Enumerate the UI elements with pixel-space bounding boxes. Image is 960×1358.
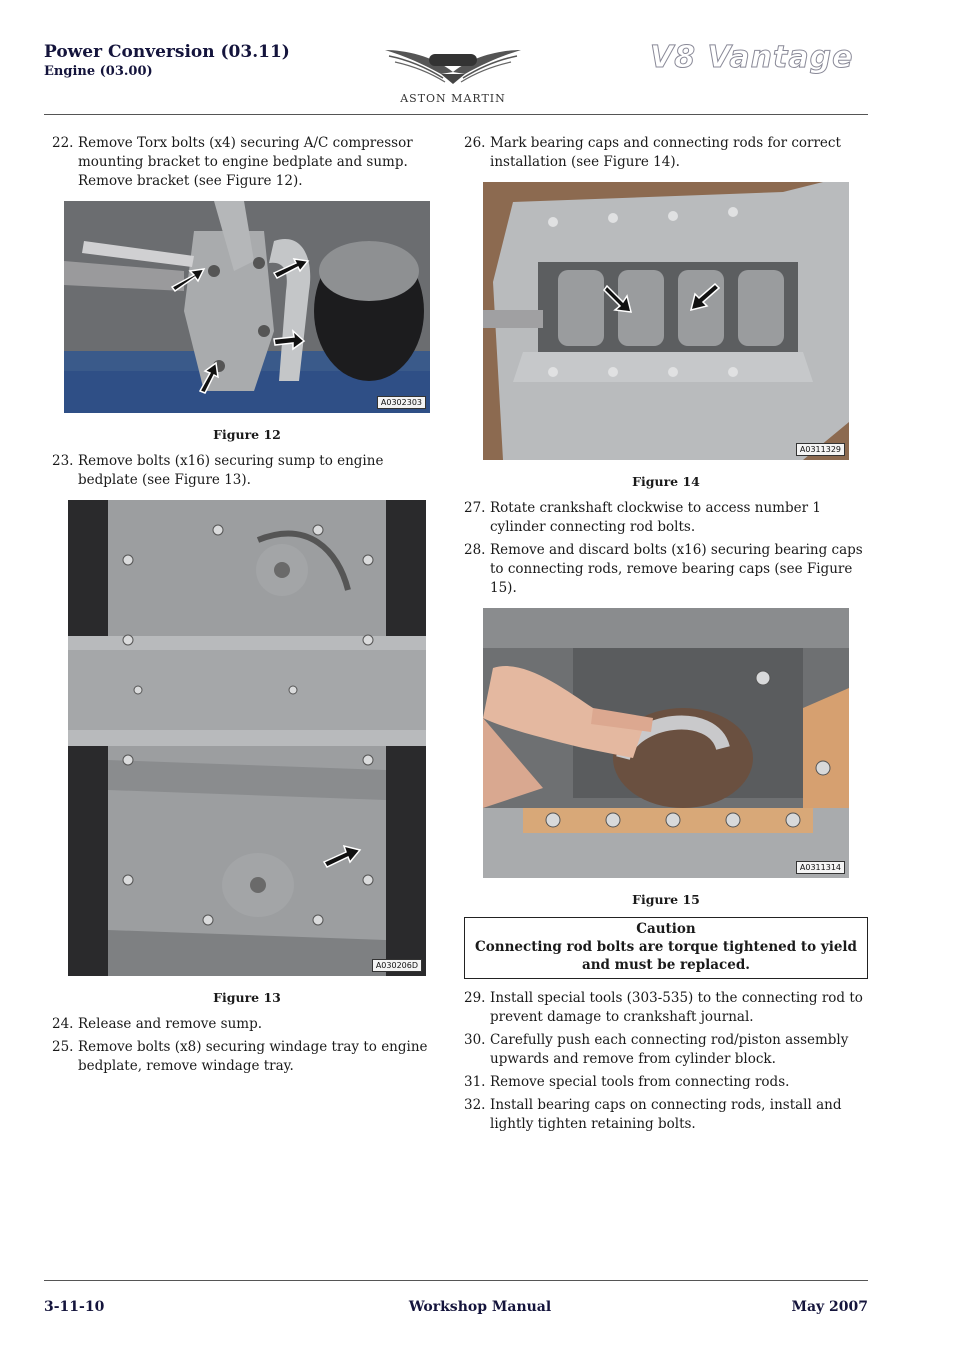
figure-12-caption: Figure 12 (213, 427, 281, 442)
model-name: V8 Vantage (650, 40, 854, 75)
step-item (52, 134, 442, 191)
step-text: Rotate crankshaft clockwise to access number 1 cylinder connecting rod bolts. (490, 500, 821, 535)
step-item (464, 1073, 868, 1092)
figure-15-photo (483, 608, 849, 878)
figure-13-caption: Figure 13 (213, 990, 281, 1005)
step-number: 32. (464, 1097, 486, 1113)
step-number: 22. (52, 135, 74, 151)
left-column (52, 134, 442, 1080)
step-item (52, 1038, 442, 1076)
step-item (464, 499, 868, 537)
step-item (464, 1031, 868, 1069)
step-number: 27. (464, 500, 486, 516)
brand-wordmark: ASTON MARTIN (400, 92, 506, 105)
step-text: Carefully push each connecting rod/piston assembly upwards and remove from cylinder block. (490, 1032, 849, 1067)
step-item (464, 989, 868, 1027)
step-item (464, 1096, 868, 1134)
caution-heading: Caution (636, 921, 696, 937)
step-text: Install bearing caps on connecting rods, install and lightly tighten retaining bolts. (490, 1097, 842, 1132)
step-text: Remove and discard bolts (x16) securing bearing caps to connecting rods, remove bearing caps (see Figure 15). (490, 542, 863, 596)
caution-text: Connecting rod bolts are torque tightened to yield and must be replaced. (475, 939, 857, 973)
caution-box (464, 917, 868, 979)
figure-13-photo (68, 500, 426, 976)
figure-14-photo (483, 182, 849, 460)
step-number: 30. (464, 1032, 486, 1048)
step-text: Remove Torx bolts (x4) securing A/C compressor mounting bracket to engine bedplate and sump. Remove bracket (see Figure 12). (78, 135, 413, 189)
figure-14-caption: Figure 14 (632, 474, 700, 489)
section-title: Power Conversion (03.11) (44, 42, 290, 62)
step-text: Remove special tools from connecting rods. (490, 1074, 790, 1090)
step-number: 29. (464, 990, 486, 1006)
step-number: 23. (52, 453, 74, 469)
page-number: 3-11-10 (44, 1299, 105, 1315)
right-column (464, 134, 868, 1138)
header-rule (44, 114, 868, 115)
manual-title: Workshop Manual (408, 1299, 552, 1315)
step-number: 28. (464, 542, 486, 558)
figure-code: A0311314 (796, 861, 845, 874)
footer-rule (44, 1280, 868, 1281)
step-text: Remove bolts (x16) securing sump to engine bedplate (see Figure 13). (78, 453, 384, 488)
step-item (464, 541, 868, 598)
figure-code: A0311329 (796, 443, 845, 456)
step-number: 26. (464, 135, 486, 151)
figure-15-caption: Figure 15 (632, 892, 700, 907)
step-number: 25. (52, 1039, 74, 1055)
step-text: Remove bolts (x8) securing windage tray to engine bedplate, remove windage tray. (78, 1039, 428, 1074)
step-item (52, 1015, 442, 1034)
step-item (464, 134, 868, 172)
section-subtitle: Engine (03.00) (44, 64, 153, 79)
figure-12-photo (64, 201, 430, 413)
step-item (52, 452, 442, 490)
step-text: Mark bearing caps and connecting rods for correct installation (see Figure 14). (490, 135, 841, 170)
figure-code: A0302303 (377, 396, 426, 409)
step-text: Install special tools (303-535) to the connecting rod to prevent damage to crankshaft journal. (490, 990, 863, 1025)
step-number: 31. (464, 1074, 486, 1090)
step-text: Release and remove sump. (78, 1016, 263, 1032)
figure-code: A030206D (372, 959, 422, 972)
step-number: 24. (52, 1016, 74, 1032)
publication-date: May 2007 (791, 1299, 868, 1315)
